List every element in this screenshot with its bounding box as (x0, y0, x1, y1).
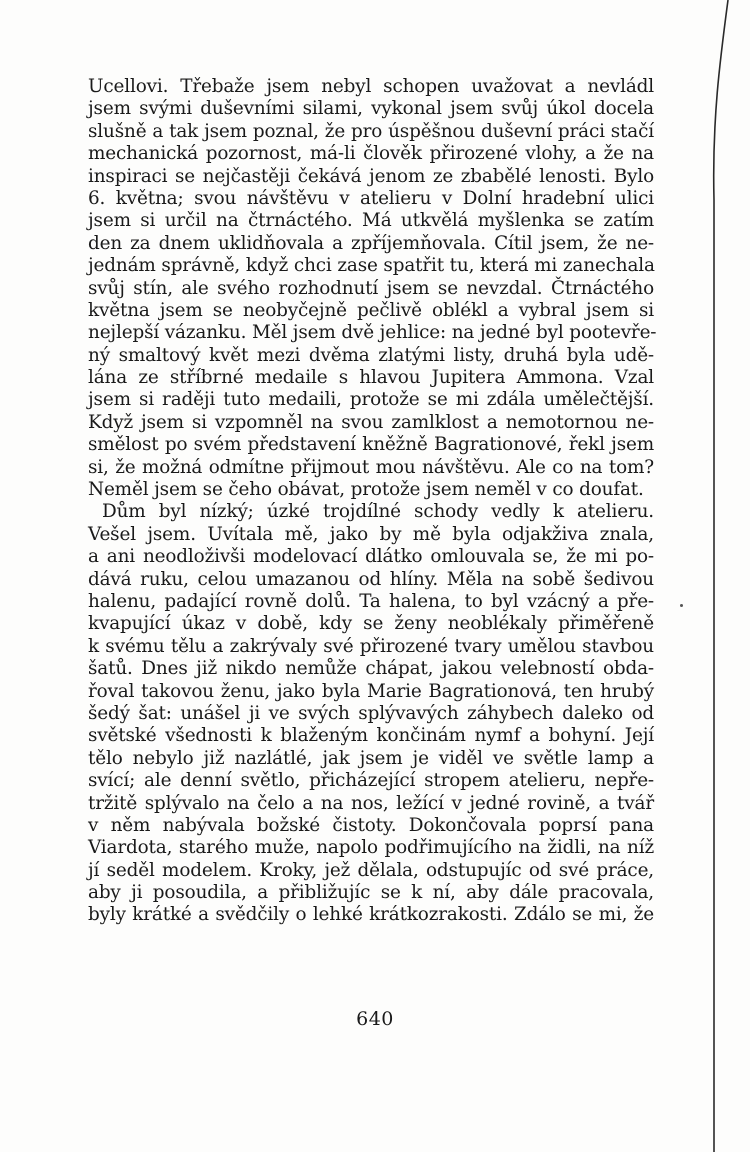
page-number: 640 (356, 1008, 394, 1030)
text-line: nejlepší vázanku. Měl jsem dvě jehlice: na jedné byl pootevře- (88, 322, 657, 344)
text-line: Dům byl nízký; úzké trojdílné schody vedly k atelieru. (102, 501, 654, 523)
text-line: k svému tělu a zakrývaly své přirozené tvary umělou stavbou (88, 635, 654, 657)
paragraph-2 (88, 501, 654, 926)
text-line: 6. května; svou návštěvu v atelieru v Dolní hradební ulici (88, 187, 654, 209)
page-edge-curve (690, 0, 750, 1152)
text-line: jsem svými duševními silami, vykonal jsem svůj úkol docela (88, 98, 654, 120)
text-line: kvapující úkaz v době, kdy se ženy neoblékaly přiměřeně (88, 613, 654, 635)
text-line: svůj stín, ale svého rozhodnutí jsem se nevzdal. Čtrnáctého (88, 277, 654, 299)
text-line: Když jsem si vzpomněl na svou zamlklost a nemotornou ne- (88, 411, 654, 433)
text-line: tržitě splývalo na čelo a na nos, ležící v jedné rovině, a tvář (88, 792, 654, 814)
text-line: aby ji posoudila, a přibližujíc se k ní, aby dále pracovala, (88, 882, 654, 904)
text-line: Viardota, starého muže, napolo podřimujícího na židli, na níž (88, 837, 654, 859)
text-line: a ani neodloživši modelovací dlátko omlouvala se, že mi po- (88, 546, 654, 568)
text-line: Ucellovi. Třebaže jsem nebyl schopen uvažovat a nevládl (88, 76, 654, 97)
text-line: slušně a tak jsem poznal, že pro úspěšnou duševní práci stačí (88, 120, 654, 142)
text-line: ný smaltový květ mezi dvěma zlatými listy, druhá byla udě- (88, 344, 654, 366)
text-line: dává ruku, celou umazanou od hlíny. Měla na sobě šedivou (88, 568, 654, 590)
ink-speck (680, 604, 683, 607)
text-line: den za dnem uklidňovala a zpříjemňovala. Cítil jsem, že ne- (88, 232, 654, 254)
text-line: inspiraci se nejčastěji čekává jenom ze zbabělé lenosti. Bylo (88, 165, 654, 187)
text-line: Neměl jsem se čeho obávat, protože jsem neměl v co doufat. (88, 479, 644, 501)
text-line: května jsem se neobyčejně pečlivě oblékl a vybral jsem si (88, 299, 654, 321)
body-text (88, 76, 657, 927)
text-line: šedý šat: unášel ji ve svých splývavých záhybech daleko od (88, 702, 654, 724)
text-line: smělost po svém představení kněžně Bagrationové, řekl jsem (88, 434, 654, 456)
text-line: Vešel jsem. Uvítala mě, jako by mě byla odjakživa znala, (88, 523, 654, 545)
paragraph-1 (88, 76, 657, 501)
text-line: šatů. Dnes již nikdo nemůže chápat, jakou velebností obda- (88, 658, 654, 680)
text-line: řoval takovou ženu, jako byla Marie Bagrationová, ten hrubý (88, 680, 654, 702)
text-line: jednám správně, když chci zase spatřit tu, která mi zanechala (88, 255, 655, 277)
text-line: jsem si raději tuto medaili, protože se mi zdála umělečtější. (88, 389, 654, 411)
text-line: lána ze stříbrné medaile s hlavou Jupitera Ammona. Vzal (88, 367, 654, 389)
text-line: halenu, padající rovně dolů. Ta halena, to byl vzácný a pře- (88, 590, 654, 612)
text-line: tělo nebylo již nazlátlé, jak jsem je viděl ve světle lamp a (88, 747, 654, 769)
text-line: jsem si určil na čtrnáctého. Má utkvělá myšlenka se zatím (88, 210, 654, 232)
text-line: si, že možná odmítne přijmout mou návštěvu. Ale co na tom? (88, 456, 654, 478)
text-line: byly krátké a svědčily o lehké krátkozrakosti. Zdálo se mi, že (88, 904, 654, 926)
text-line: svící; ale denní světlo, přicházející stropem atelieru, nepře- (88, 770, 654, 792)
text-line: světské všednosti k blaženým končinám nymf a bohyní. Její (88, 725, 654, 747)
text-line: mechanická pozornost, má-li člověk přirozené vlohy, a že na (88, 143, 654, 165)
text-line: jí seděl modelem. Kroky, jež dělala, odstupujíc od své práce, (88, 859, 654, 881)
text-line: v něm nabývala božské čistoty. Dokončovala poprsí pana (88, 814, 654, 836)
